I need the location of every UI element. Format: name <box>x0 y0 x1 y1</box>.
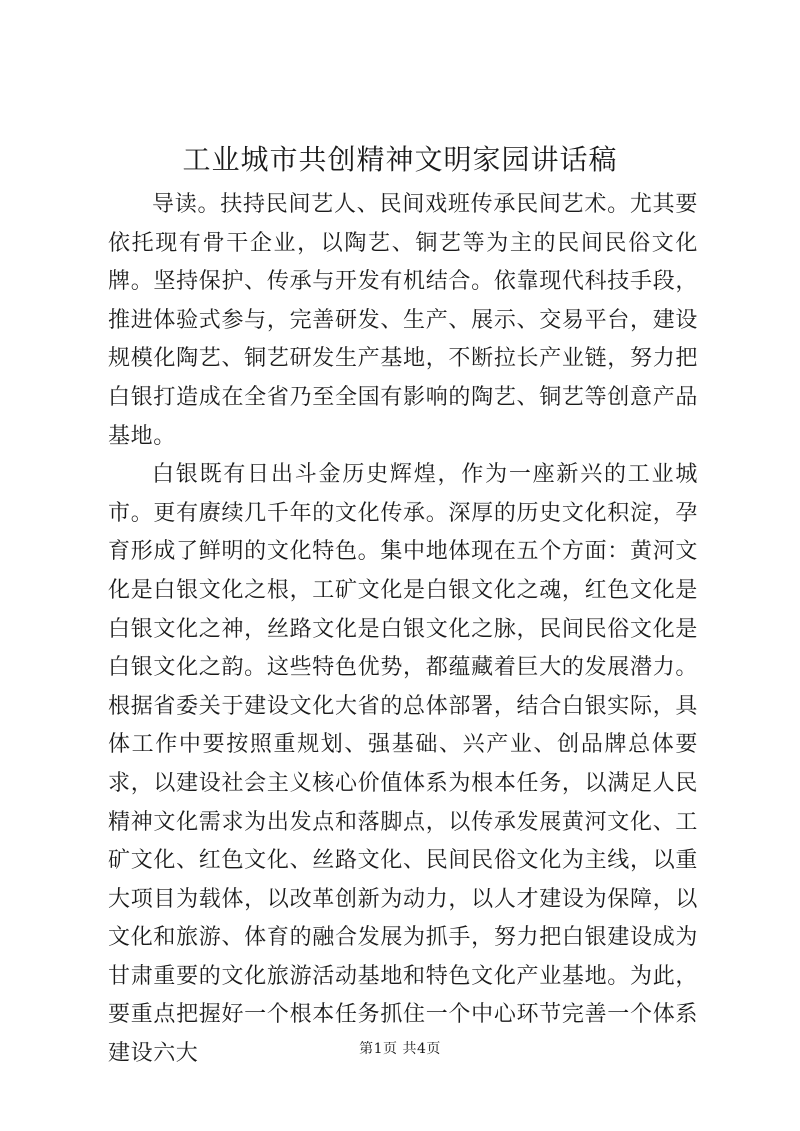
document-title: 工业城市共创精神文明家园讲话稿 <box>182 143 618 176</box>
paragraph-baiyin-culture: 白银既有日出斗金历史辉煌，作为一座新兴的工业城市。更有赓续几千年的文化传承。深厚的历史文化积淀，孕育形成了鲜明的文化特色。集中地体现在五个方面：黄河文化是白银文化之根，工矿文化是白银文化之魂，红色文化是白银文化之神，丝路文化是白银文化之脉，民间民俗文化是白银文化之韵。这些特色优势，都蕴藏着巨大的发展潜力。根据省委关于建设文化大省的总体部署，结合白银实际，具体工作中要按照重规划、强基础、兴产业、创品牌总体要求，以建设社会主义核心价值体系为根本任务，以满足人民精神文化需求为出发点和落脚点，以传承发展黄河文化、工矿文化、红色文化、丝路文化、民间民俗文化为主线，以重大项目为载体，以改革创新为动力，以人才建设为保障，以文化和旅游、体育的融合发展为抓手，努力把白银建设成为甘肃重要的文化旅游活动基地和特色文化产业基地。为此，要重点把握好一个根本任务抓住一个中心环节完善一个体系建设六大 <box>108 462 698 1067</box>
document-body <box>108 186 698 1074</box>
page-number-footer: 第1页 共4页 <box>359 1041 441 1057</box>
paragraph-intro: 导读。扶持民间艺人、民间戏班传承民间艺术。尤其要依托现有骨干企业，以陶艺、铜艺等为主的民间民俗文化牌。坚持保护、传承与开发有机结合。依靠现代科技手段，推进体验式参与，完善研发、生产、展示、交易平台，建设规模化陶艺、铜艺研发生产基地，不断拉长产业链，努力把白银打造成在全省乃至全国有影响的陶艺、铜艺等创意产品基地。 <box>108 192 698 449</box>
